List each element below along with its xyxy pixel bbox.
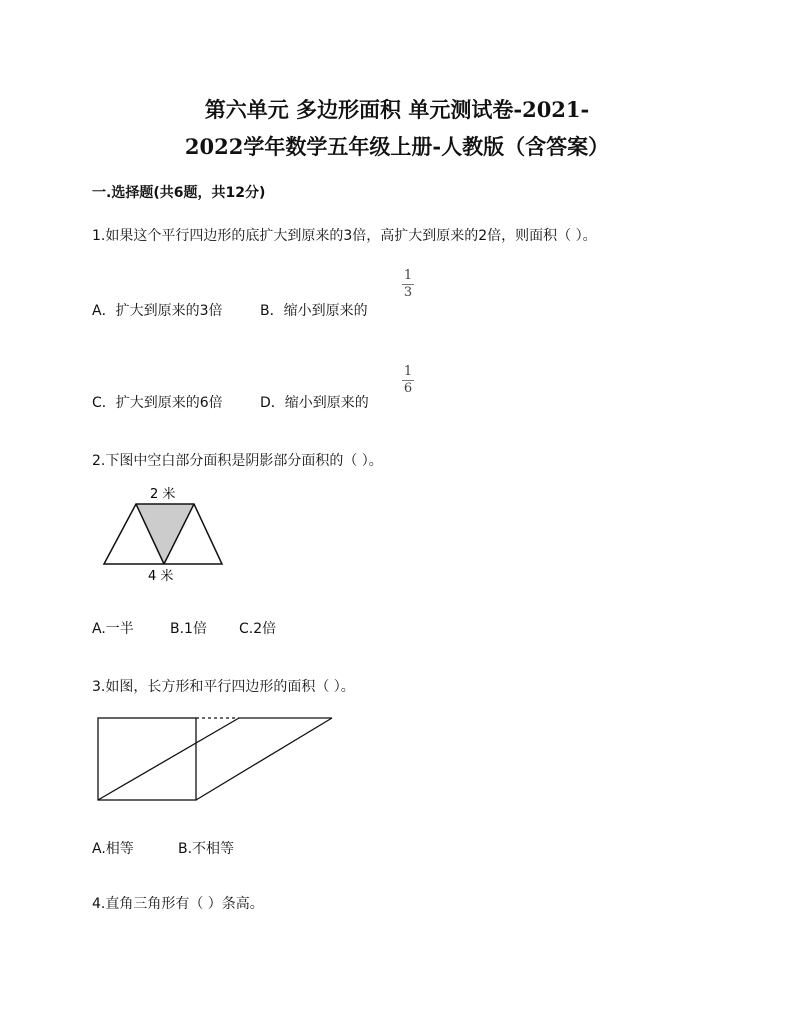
question-1-option-b-fraction — [400, 268, 416, 301]
question-1-option-c: C．扩大到原来的6倍 — [92, 395, 223, 411]
doc-title-line2: 2022学年数学五年级上册-人教版（含答案） — [184, 134, 610, 159]
rectangle-outline — [98, 718, 196, 800]
fraction-numerator: 1 — [403, 364, 413, 379]
question-2-stem: 2.下图中空白部分面积是阴影部分面积的（ ）。 — [92, 453, 383, 469]
question-1-stem: 1.如果这个平行四边形的底扩大到原来的3倍，高扩大到原来的2倍，则面积（ ）。 — [92, 228, 597, 244]
question-2-option-c: C.2倍 — [239, 621, 277, 637]
fraction-denominator: 6 — [403, 381, 413, 396]
fraction-denominator: 3 — [403, 285, 413, 300]
fraction-numerator: 1 — [403, 268, 413, 283]
parallelogram-left-side — [98, 718, 239, 800]
question-3-option-a: A.相等 — [92, 841, 134, 857]
question-3-option-b: B.不相等 — [178, 841, 235, 857]
parallelogram-right-side — [196, 718, 332, 800]
shaded-triangle — [136, 504, 194, 564]
question-2-option-b: B.1倍 — [170, 621, 207, 637]
question-1-option-d-fraction — [400, 364, 416, 397]
question-4-stem: 4.直角三角形有（ ）条高。 — [92, 896, 264, 912]
section-heading: 一.选择题(共6题，共12分) — [92, 185, 266, 201]
trapezoid-figure — [100, 484, 230, 584]
question-1-option-b: B．缩小到原来的 — [260, 303, 368, 319]
question-3-stem: 3.如图，长方形和平行四边形的面积（ ）。 — [92, 679, 355, 695]
doc-title-line1: 第六单元 多边形面积 单元测试卷-2021- — [204, 97, 590, 122]
question-2-option-a: A.一半 — [92, 621, 134, 637]
top-base-label: 2 米 — [150, 487, 176, 502]
question-1-option-d: D．缩小到原来的 — [260, 395, 369, 411]
bottom-base-label: 4 米 — [148, 569, 174, 584]
question-1-option-a: A．扩大到原来的3倍 — [92, 303, 223, 319]
rectangle-parallelogram-figure — [94, 714, 339, 804]
